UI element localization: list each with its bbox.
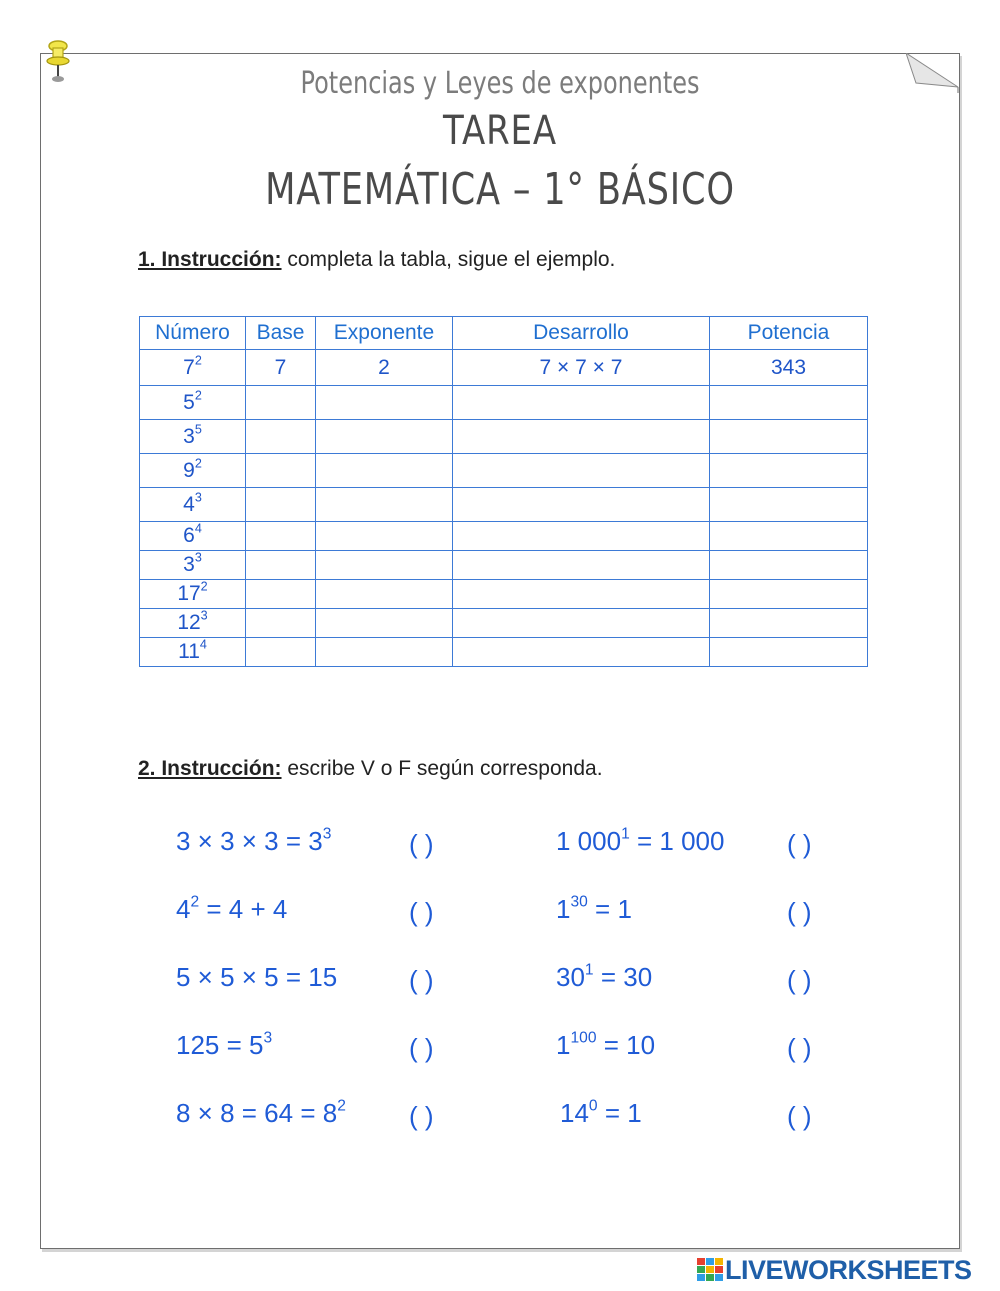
base-input[interactable]: [246, 551, 316, 580]
worksheet-subtitle: Potencias y Leyes de exponentes: [300, 66, 700, 101]
desarrollo-input[interactable]: [453, 551, 710, 580]
instruction-1: [138, 248, 615, 272]
table-row: [140, 488, 868, 522]
answer-box[interactable]: ( ): [787, 1033, 812, 1063]
exponente-input[interactable]: [316, 609, 453, 638]
instruction-2-text: escribe V o F según corresponda.: [281, 757, 603, 780]
numero-cell: $7^2$: [140, 350, 246, 386]
statement-right: $14^0 = 1$: [560, 1097, 642, 1128]
page-curl-icon: [906, 53, 960, 93]
statement-right: 1 $000^1 = 1$ 000: [556, 825, 725, 856]
instruction-1-text: completa la tabla, sigue el ejemplo.: [281, 248, 616, 271]
statement-left: 5 × 5 × 5 = 15: [176, 962, 338, 992]
potencia-input[interactable]: [710, 420, 868, 454]
numero-cell: $11^4$: [140, 638, 246, 667]
header-potencia: Potencia: [710, 317, 868, 350]
answer-box[interactable]: ( ): [409, 897, 434, 927]
potencia-input[interactable]: [710, 454, 868, 488]
base-input[interactable]: [246, 454, 316, 488]
numero-cell: $3^5$: [140, 420, 246, 454]
base-cell: 7: [246, 350, 316, 386]
numero-cell: $12^3$: [140, 609, 246, 638]
header-desarrollo: Desarrollo: [453, 317, 710, 350]
desarrollo-input[interactable]: [453, 488, 710, 522]
exponente-input[interactable]: [316, 454, 453, 488]
base-input[interactable]: [246, 420, 316, 454]
base-input[interactable]: [246, 386, 316, 420]
desarrollo-input[interactable]: [453, 522, 710, 551]
numero-cell: $6^4$: [140, 522, 246, 551]
statement-left: $8 \times 8 = 64 = 8^2$: [176, 1097, 346, 1128]
table-row: [140, 420, 868, 454]
statement-right: $1^{30} = 1$: [556, 893, 632, 924]
statement-right: $1^{100} = 10$: [556, 1029, 656, 1060]
answer-box[interactable]: ( ): [787, 897, 812, 927]
potencia-input[interactable]: [710, 609, 868, 638]
desarrollo-input[interactable]: [453, 454, 710, 488]
answer-box[interactable]: ( ): [787, 965, 812, 995]
answer-box[interactable]: ( ): [409, 1033, 434, 1063]
brand-name: LIVEWORKSHEETS: [725, 1255, 972, 1285]
worksheet-title: TAREA: [442, 108, 558, 154]
statement-left: $3 \times 3 \times 3 = 3^3$: [176, 825, 332, 856]
header-exponente: Exponente: [316, 317, 453, 350]
numero-cell: $17^2$: [140, 580, 246, 609]
statement-left: $4^2 = 4 + 4$: [176, 893, 288, 924]
potencia-input[interactable]: [710, 638, 868, 667]
base-input[interactable]: [246, 488, 316, 522]
pushpin-icon: [44, 38, 74, 84]
desarrollo-input[interactable]: [453, 638, 710, 667]
potencia-input[interactable]: [710, 551, 868, 580]
desarrollo-input[interactable]: [453, 580, 710, 609]
desarrollo-input[interactable]: [453, 386, 710, 420]
numero-cell: $5^2$: [140, 386, 246, 420]
exponente-input[interactable]: [316, 522, 453, 551]
base-input[interactable]: [246, 580, 316, 609]
exponente-cell: 2: [316, 350, 453, 386]
instruction-1-label: 1. Instrucción:: [138, 248, 282, 271]
answer-box[interactable]: ( ): [409, 829, 434, 859]
instruction-2: [138, 757, 603, 781]
exponente-input[interactable]: [316, 551, 453, 580]
blocks-icon: [697, 1258, 723, 1282]
base-input[interactable]: [246, 638, 316, 667]
potencia-input[interactable]: [710, 488, 868, 522]
table-row: [140, 580, 868, 609]
desarrollo-input[interactable]: [453, 420, 710, 454]
table-row: [140, 350, 868, 386]
answer-box[interactable]: ( ): [787, 1101, 812, 1131]
header-base: Base: [246, 317, 316, 350]
exponente-input[interactable]: [316, 488, 453, 522]
table-row: [140, 454, 868, 488]
numero-cell: $9^2$: [140, 454, 246, 488]
potencia-cell: 343: [710, 350, 868, 386]
potencia-input[interactable]: [710, 580, 868, 609]
header-numero: Número: [140, 317, 246, 350]
table-row: [140, 386, 868, 420]
exponente-input[interactable]: [316, 638, 453, 667]
course-title: MATEMÁTICA – 1° BÁSICO: [265, 164, 735, 215]
exponente-input[interactable]: [316, 386, 453, 420]
desarrollo-input[interactable]: [453, 609, 710, 638]
answer-box[interactable]: ( ): [409, 1101, 434, 1131]
base-input[interactable]: [246, 609, 316, 638]
desarrollo-cell: 7 × 7 × 7: [453, 350, 710, 386]
table-row: [140, 522, 868, 551]
exponente-input[interactable]: [316, 420, 453, 454]
table-row: [140, 638, 868, 667]
numero-cell: $4^3$: [140, 488, 246, 522]
potencia-input[interactable]: [710, 522, 868, 551]
numero-cell: $3^3$: [140, 551, 246, 580]
table-row: [140, 609, 868, 638]
base-input[interactable]: [246, 522, 316, 551]
table-row: [140, 551, 868, 580]
table-header-row: [140, 317, 868, 350]
statement-right: $30^1 = 30$: [556, 961, 653, 992]
answer-box[interactable]: ( ): [787, 829, 812, 859]
exponente-input[interactable]: [316, 580, 453, 609]
answer-box[interactable]: ( ): [409, 965, 434, 995]
instruction-2-label: 2. Instrucción:: [138, 757, 282, 780]
potencia-input[interactable]: [710, 386, 868, 420]
statement-left: $125 = 5^3$: [176, 1029, 273, 1060]
powers-table: [139, 316, 868, 667]
